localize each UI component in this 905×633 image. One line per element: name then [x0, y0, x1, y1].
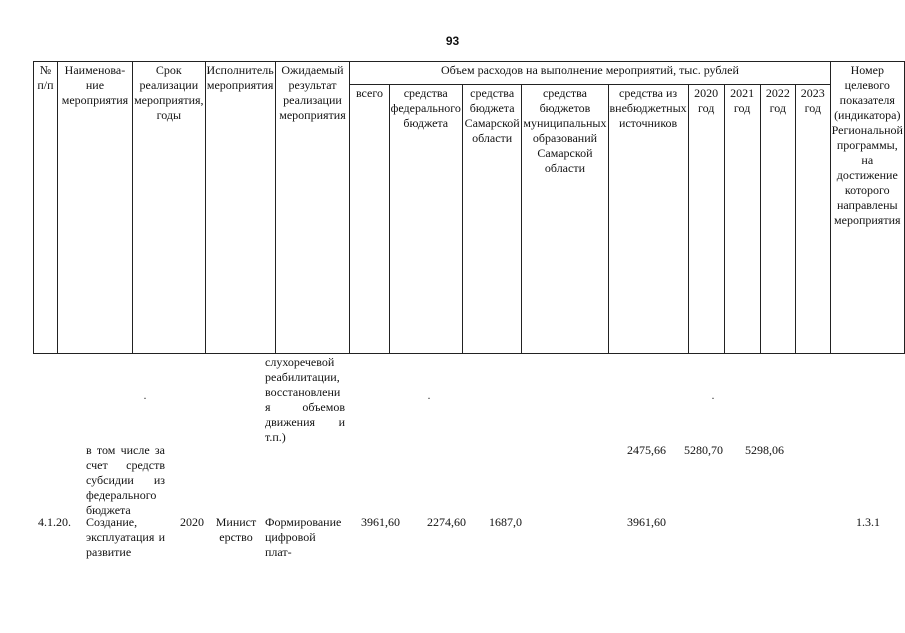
scan-dot: ·: [143, 391, 147, 405]
header-total: всего: [350, 85, 389, 354]
row-name: Создание, эксплуатация и развитие: [86, 515, 165, 559]
row-regional: 1687,0: [489, 515, 522, 529]
header-indicator: Номер целевого показателя (индикатора) Региональной программы, на достижение которого направлены мероприятия: [830, 62, 904, 354]
header-extrabudget: средства из внебюджетных источников: [608, 85, 688, 354]
header-volume: Объем расходов на выполнение мероприятий, тыс. рублей: [350, 62, 830, 85]
header-number: № п/п: [34, 62, 58, 354]
row-indicator: 1.3.1: [856, 515, 880, 529]
header-year-2020: 2020 год: [688, 85, 724, 354]
page-number: 93: [445, 34, 460, 48]
header-name: Наименова-ние мероприятия: [57, 62, 132, 354]
header-year-2022: 2022 год: [760, 85, 795, 354]
row-2020: 3961,60: [627, 515, 666, 529]
row-result: Формирование цифровой плат-: [265, 515, 342, 559]
header-year-2021: 2021 год: [724, 85, 760, 354]
header-result: Ожидаемый результат реализации мероприятия: [275, 62, 350, 354]
header-executor: Исполнитель мероприятия: [205, 62, 275, 354]
continued-result: слухоречевой реабилитации, восстановления объемов движения и т.п.): [265, 355, 345, 444]
row-federal: 2274,60: [427, 515, 466, 529]
table-header: [33, 61, 905, 354]
header-year-2023: 2023 год: [796, 85, 831, 354]
included-2022: 5298,06: [745, 443, 784, 457]
row-total: 3961,60: [361, 515, 400, 529]
header-regional: средства бюджета Самарской области: [462, 85, 522, 354]
included-2020: 2475,66: [627, 443, 666, 457]
included-2021: 5280,70: [684, 443, 723, 457]
header-federal: средства федерального бюджета: [389, 85, 462, 354]
row-number: 4.1.20.: [38, 515, 71, 529]
scan-dot: ·: [711, 391, 715, 405]
header-term: Срок реализации мероприятия, годы: [133, 62, 205, 354]
row-executor: Министерство: [215, 515, 257, 544]
included-subsidy-label: в том числе за счет средств субсидии из федерального бюджета: [86, 443, 165, 517]
row-term: 2020: [180, 515, 204, 529]
scan-dot: ·: [427, 391, 431, 405]
header-municipal: средства бюджетов муниципальных образований Самарской области: [522, 85, 608, 354]
